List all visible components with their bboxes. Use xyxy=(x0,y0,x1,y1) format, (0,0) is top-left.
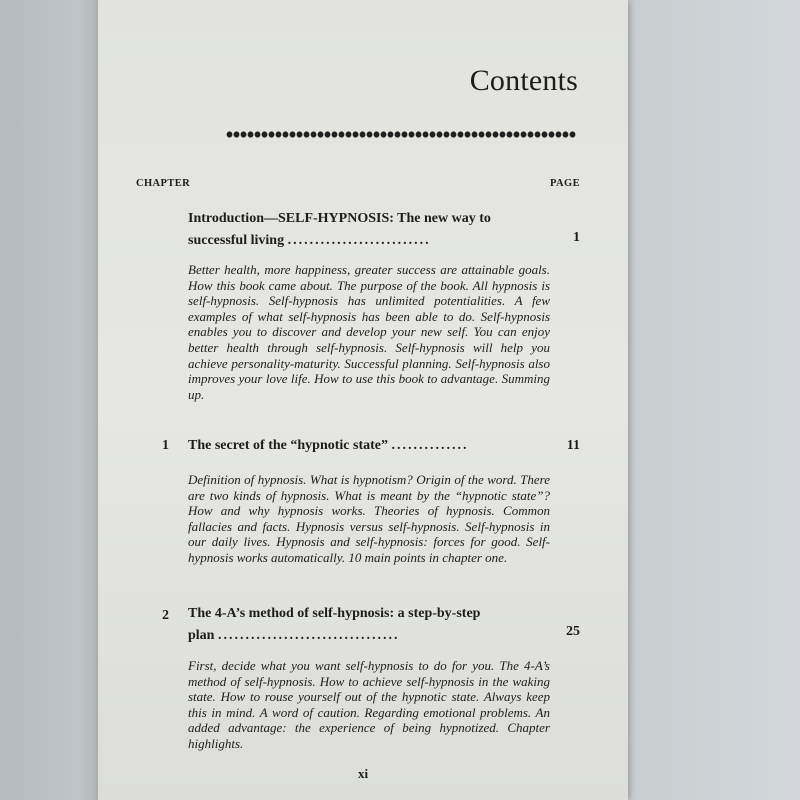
entry-summary: First, decide what you want self-hypnosis to do for you. The 4-A’s method of self-hypnosis. How to achieve self-hypnosis in the waking state. How to rouse yourself out of the hypnotic state. Always keep this in mind. A word of caution. Regarding emotional problems. An added advantage: the experience of being hypnotized. Chapter highlights. xyxy=(188,658,550,751)
entry-title-text: plan xyxy=(188,628,215,643)
entry-title xyxy=(188,435,548,457)
entry-title xyxy=(188,208,548,252)
column-header-chapter: CHAPTER xyxy=(136,178,191,189)
book-page xyxy=(98,0,628,800)
folio-page-number: xi xyxy=(358,766,369,781)
entry-title-line: Introduction—SELF-HYPNOSIS: The new way to xyxy=(188,211,491,226)
entry-summary: Better health, more happiness, greater success are attainable goals. How this book came about. The purpose of the book. All hypnosis is self-hypnosis. Self-hypnosis has unlimited potentialities. A few examples of what self-hypnosis has been able to do. Self-hypnosis enables you to discover and develop your new self. You can enjoy better health through self-hypnosis. Self-hypnosis will help you achieve personality-maturity. Successful planning. Self-hypnosis also improves your love life. How to use this book to advantage. Summing up. xyxy=(188,262,550,402)
entry-title-text: successful living xyxy=(188,233,285,248)
leader-dots: ................................. xyxy=(217,628,400,643)
leader-dots: .............. xyxy=(391,438,469,453)
entry-title-line xyxy=(188,625,548,647)
previous-page-edge xyxy=(0,0,98,800)
entry-page-number: 11 xyxy=(566,438,580,453)
chapter-number: 2 xyxy=(162,608,169,623)
column-header-page: PAGE xyxy=(550,178,580,189)
page-title: Contents xyxy=(469,64,578,97)
entry-summary: Definition of hypnosis. What is hypnotism? Origin of the word. There are two kinds of hypnosis. What is meant by the “hypnotic state”? How and why hypnosis works. Theories of hypnosis. Common fallacies and facts. Hypnosis versus self-hypnosis. Self-hypnosis in our daily lives. Hypnosis and self-hypnosis: forces for good. Self-hypnosis works automatically. 10 main points in chapter one. xyxy=(188,472,550,565)
entry-title-text: The secret of the “hypnotic state” xyxy=(188,438,388,453)
decorative-rule xyxy=(226,131,576,138)
entry-page-number: 25 xyxy=(566,624,580,639)
entry-title xyxy=(188,603,548,647)
entry-title-line xyxy=(188,230,548,252)
entry-page-number: 1 xyxy=(573,230,580,245)
entry-title-line: The 4-A’s method of self-hypnosis: a step-by-step xyxy=(188,606,481,621)
chapter-number: 1 xyxy=(162,438,169,453)
entry-title-line xyxy=(188,435,548,457)
leader-dots: .......................... xyxy=(287,233,431,248)
background-surface xyxy=(628,0,800,800)
